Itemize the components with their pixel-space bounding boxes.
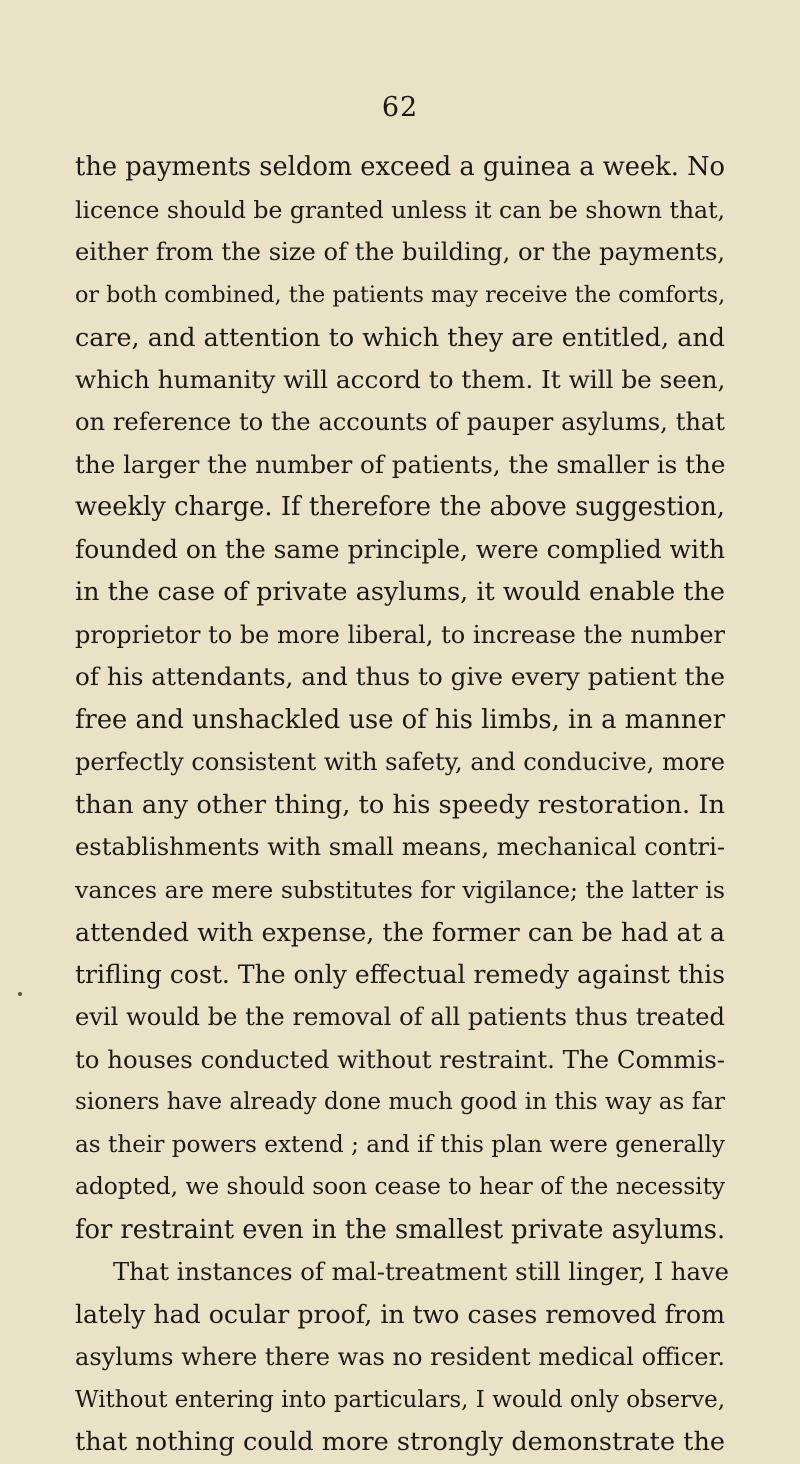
text-line: proprietor to be more liberal, to increase the number [75, 620, 725, 649]
text-line: which humanity will accord to them. It will be seen, [75, 364, 726, 394]
text-line: that nothing could more strongly demonstrate the [75, 1427, 726, 1457]
text-line: licence should be granted unless it can be shown that, [75, 195, 725, 224]
text-line: perfectly consistent with safety, and conducive, more [75, 748, 725, 776]
body-text [75, 146, 729, 1464]
text-line: trifling cost. The only effectual remedy against this [75, 959, 725, 989]
text-line: either from the size of the building, or the payments, [75, 238, 725, 266]
text-line: as their powers extend ; and if this plan were generally [75, 1131, 725, 1158]
text-line: to houses conducted without restraint. The Commis- [75, 1044, 725, 1074]
text-line: or both combined, the patients may receive the comforts, [75, 281, 726, 308]
text-line: the payments seldom exceed a guinea a week. No [75, 152, 726, 182]
text-line: on reference to the accounts of pauper asylums, that [75, 408, 725, 436]
text-line: establishments with small means, mechanical contri- [75, 833, 725, 861]
text-line: vances are mere substitutes for vigilance; the latter is [75, 875, 725, 904]
page-number: 62 [381, 92, 419, 123]
text-line: sioners have already done much good in this way as far [75, 1089, 725, 1115]
text-line: adopted, we should soon cease to hear of the necessity [75, 1173, 726, 1200]
text-line: That instances of mal-treatment still linger, I have [113, 1257, 729, 1286]
text-line: for restraint even in the smallest private asylums. [75, 1214, 726, 1245]
text-line: in the case of private asylums, it would enable the [75, 577, 725, 607]
text-line: the larger the number of patients, the smaller is the [75, 449, 726, 479]
margin-mark [18, 992, 22, 996]
text-line: founded on the same principle, were complied with [75, 534, 726, 564]
text-line: of his attendants, and thus to give every patient the [75, 662, 725, 691]
text-line: weekly charge. If therefore the above suggestion, [75, 492, 725, 522]
text-line: free and unshackled use of his limbs, in a manner [75, 704, 725, 735]
text-line: evil would be the removal of all patients thus treated [75, 1003, 725, 1031]
text-line: attended with expense, the former can be had at a [75, 917, 725, 947]
text-line: than any other thing, to his speedy restoration. In [75, 789, 725, 820]
text-line: Without entering into particulars, I would only observe, [75, 1386, 725, 1413]
text-line: lately had ocular proof, in two cases removed from [75, 1299, 725, 1329]
text-line: asylums where there was no resident medical officer. [75, 1343, 725, 1371]
text-line: care, and attention to which they are entitled, and [75, 322, 725, 352]
